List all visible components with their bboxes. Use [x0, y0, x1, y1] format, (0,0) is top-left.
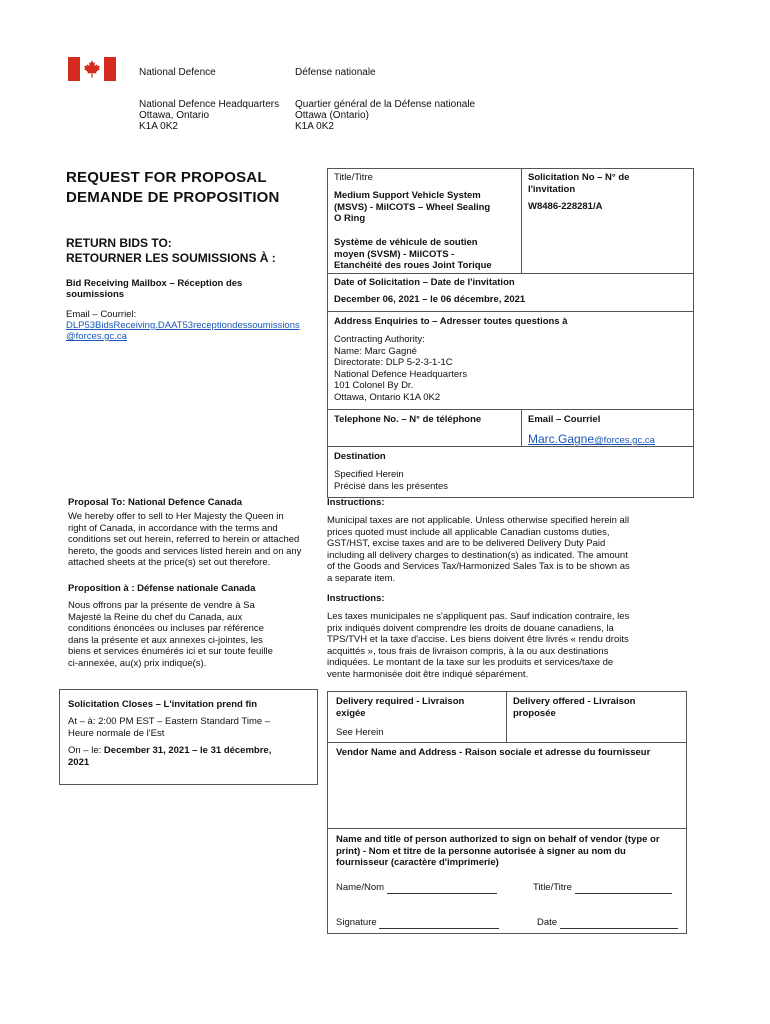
- proposal-text-fr: Nous offrons par la présente de vendre à Sa Majesté la Reine du chef du Canada, aux conditions énoncées ou incluses par référence dans la présente et aux annexes ci-jointes, les biens et services énumérés ici et sur toute feuille ci-annexée, au(x) prix indique(s).: [68, 600, 273, 669]
- delivery-required-value: See Herein: [336, 727, 384, 738]
- authorized-signer-label: Name and title of person authorized to sign on behalf of vendor (type or print) - Nom et titre de la personne autorisée à signer au nom du fournisseur (caractère d'imprimerie): [336, 834, 660, 868]
- proposal-heading-fr: Proposition à : Défense nationale Canada: [68, 583, 256, 594]
- destination-value: Specified Herein Précisé dans les présentes: [334, 469, 449, 492]
- mailbox-email-label: Email – Courriel:: [66, 309, 137, 320]
- delivery-offered-label: Delivery offered - Livraison proposée: [513, 696, 636, 719]
- dept-name-fr: Défense nationale: [295, 67, 376, 78]
- title-label: Title/Titre: [334, 172, 373, 183]
- title-field[interactable]: Title/Titre: [533, 882, 672, 894]
- date-field[interactable]: Date: [537, 917, 678, 929]
- phone-label: Telephone No. – N° de téléphone: [334, 414, 482, 425]
- email-label: Email – Courriel: [528, 414, 601, 425]
- signature-field[interactable]: Signature: [336, 917, 499, 929]
- instructions-label-fr: Instructions:: [327, 593, 385, 604]
- mailbox-heading: Bid Receiving Mailbox – Réception des soumissions: [66, 278, 243, 300]
- instructions-en: Municipal taxes are not applicable. Unless otherwise specified herein all prices quoted must include all applicable Canadian customs duties, GST/HST, excise taxes and are to be delivered Delivery Duty Paid including all delivery charges to destination(s) as indicated. The amount of the Goods and Services Tax/Harmonized Sales Tax is to be shown as a separate item.: [327, 515, 630, 584]
- solicitation-date: December 06, 2021 – le 06 décembre, 2021: [334, 294, 526, 305]
- vendor-label: Vendor Name and Address - Raison sociale et adresse du fournisseur: [336, 747, 651, 758]
- hq-address-fr: Quartier général de la Défense nationale Ottawa (Ontario) K1A 0K2: [295, 99, 476, 132]
- canada-flag-icon: [68, 57, 116, 81]
- contact-email-link[interactable]: Marc.Gagne@forces.gc.ca: [528, 432, 655, 446]
- instructions-label-en: Instructions:: [327, 497, 385, 508]
- contracting-authority: Contracting Authority: Name: Marc Gagné Directorate: DLP 5-2-3-1-1C National Defence Headquarters 101 Colonel By Dr. Ottawa, Ontario K1A 0K2: [334, 334, 468, 403]
- delivery-required-label: Delivery required - Livraison exigée: [336, 696, 465, 719]
- enquiries-label: Address Enquiries to – Adresser toutes questions à: [334, 316, 568, 327]
- proposal-heading-en: Proposal To: National Defence Canada: [68, 497, 243, 508]
- solicitation-no-label: Solicitation No – N° de l'invitation: [528, 172, 630, 195]
- return-bids-heading: RETURN BIDS TO: RETOURNER LES SOUMISSIONS À :: [66, 236, 276, 265]
- name-field[interactable]: Name/Nom: [336, 882, 497, 894]
- proposal-text-en: We hereby offer to sell to Her Majesty the Queen in right of Canada, in accordance with the terms and conditions set out herein, referred to herein or attached hereto, the goods and services listed herein and on any attached sheets at the price(s) set out therefore.: [68, 511, 302, 568]
- dept-name-en: National Defence: [139, 67, 216, 78]
- solicitation-date-label: Date of Solicitation – Date de l'invitation: [334, 277, 515, 288]
- instructions-fr: Les taxes municipales ne s'appliquent pas. Sauf indication contraire, les prix indiqués doivent comprendre les droits de douane canadiens, la TPS/TVH et la taxe d'accise. Les biens doivent être livrés « rendu droits acquittés », tous frais de livraison compris, à la ou aux destinations indiquées. Le montant de la taxe sur les produits et services/taxe de vente harmonisée doit être indiqué séparément.: [327, 611, 630, 680]
- title-fr: Système de véhicule de soutien moyen (SVSM) - MilCOTS - Etanchéité des roues Joint Torique: [334, 237, 492, 271]
- closes-time: At – à: 2:00 PM EST – Eastern Standard Time – Heure normale de l'Est: [68, 716, 271, 739]
- closes-date: On – le: December 31, 2021 – le 31 décembre, 2021: [68, 745, 272, 768]
- destination-label: Destination: [334, 451, 386, 462]
- solicitation-no: W8486-228281/A: [528, 201, 603, 212]
- mailbox-email-link[interactable]: DLP53BidsReceiving.DAAT53receptiondessoumissions @forces.gc.ca: [66, 320, 300, 342]
- hq-address-en: National Defence Headquarters Ottawa, Ontario K1A 0K2: [139, 99, 280, 132]
- document-title: REQUEST FOR PROPOSAL DEMANDE DE PROPOSITION: [66, 169, 280, 206]
- title-en: Medium Support Vehicle System (MSVS) - MilCOTS – Wheel Sealing O Ring: [334, 190, 491, 224]
- closes-heading: Solicitation Closes – L'invitation prend fin: [68, 699, 258, 710]
